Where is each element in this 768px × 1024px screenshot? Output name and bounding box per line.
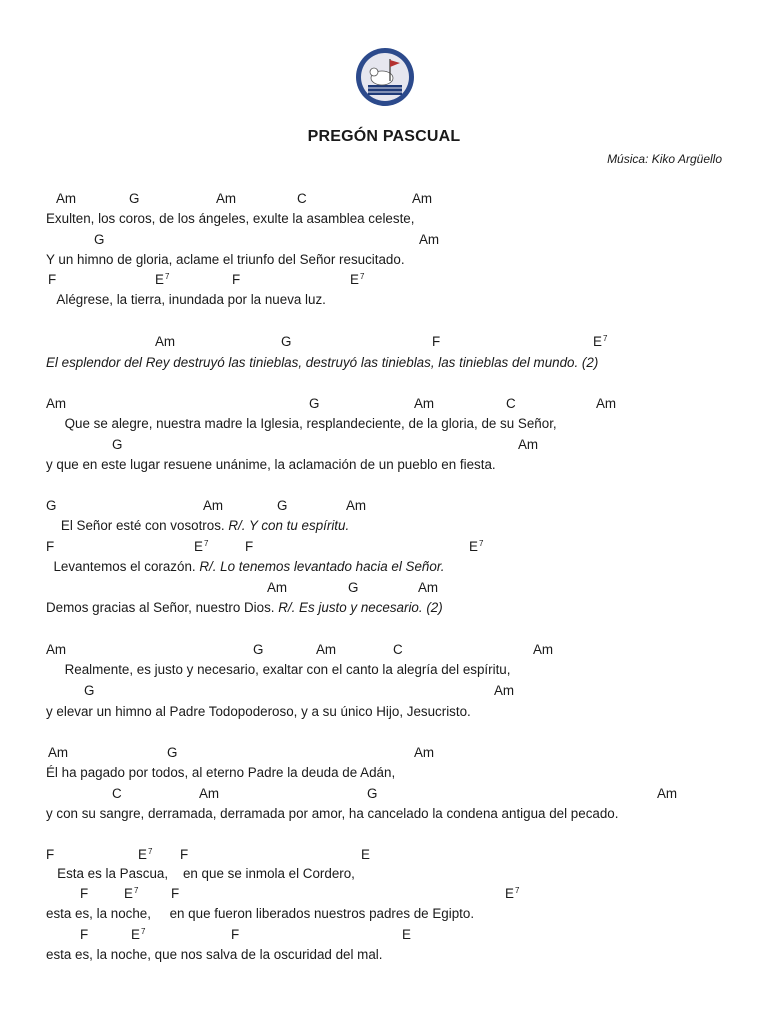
music-credit: Música: Kiko Argüello <box>607 152 722 166</box>
chord: Am <box>657 786 678 801</box>
chord: $E^7$ <box>131 927 146 942</box>
lyric-line: Que se alegre, nuestra madre la Iglesia, resplandeciente, de la gloria, de su Señor, <box>46 416 557 431</box>
chord: $E^7$ <box>155 272 170 287</box>
chord: F <box>46 847 55 862</box>
lyric-line: y con su sangre, derramada, derramada por amor, ha cancelado la condena antigua del pecado. <box>46 806 619 821</box>
chord: $E^7$ <box>593 334 608 349</box>
chord: F <box>80 927 89 942</box>
chord: G <box>46 498 57 513</box>
chord: $E^7$ <box>138 847 153 862</box>
lyric-line: Alégrese, la tierra, inundada por la nueva luz. <box>46 292 326 307</box>
chord: G <box>367 786 378 801</box>
chord: G <box>253 642 264 657</box>
chord: Am <box>199 786 220 801</box>
chord: Am <box>533 642 554 657</box>
chord: Am <box>203 498 224 513</box>
response: R/. Y con tu espíritu. <box>224 518 350 533</box>
response: R/. Es justo y necesario. (2) <box>274 600 443 615</box>
chord: F <box>180 847 189 862</box>
chord: Am <box>346 498 367 513</box>
chord: F <box>48 272 57 287</box>
chord: E <box>402 927 411 942</box>
chord: F <box>46 539 55 554</box>
chord: F <box>232 272 241 287</box>
chord: G <box>84 683 95 698</box>
chord: Am <box>216 191 237 206</box>
lyric-line: Esta es la Pascua, en que se inmola el Cordero, <box>46 866 355 881</box>
lyric-line: Y un himno de gloria, aclame el triunfo del Señor resucitado. <box>46 252 405 267</box>
chord: G <box>167 745 178 760</box>
lyric-line: El esplendor del Rey destruyó las tinieblas, destruyó las tinieblas, las tinieblas del mundo. (2) <box>46 355 599 370</box>
response: R/. Lo tenemos levantado hacia el Señor. <box>195 559 445 574</box>
chord: Am <box>412 191 433 206</box>
chord: Am <box>48 745 69 760</box>
chord: G <box>112 437 123 452</box>
chord: C <box>112 786 122 801</box>
lyric-line: Levantemos el corazón. R/. Lo tenemos levantado hacia el Señor. <box>46 559 445 574</box>
chord: F <box>80 886 89 901</box>
chord: Am <box>155 334 176 349</box>
chord: $E^7$ <box>194 539 209 554</box>
chord: C <box>506 396 516 411</box>
chord: F <box>171 886 180 901</box>
lyric-line: Realmente, es justo y necesario, exaltar con el canto la alegría del espíritu, <box>46 662 511 677</box>
chord: Am <box>46 642 67 657</box>
chord: Am <box>419 232 440 247</box>
song-title: PREGÓN PASCUAL <box>307 128 461 145</box>
chord: Am <box>596 396 617 411</box>
lyric-line: Demos gracias al Señor, nuestro Dios. R/. Es justo y necesario. (2) <box>46 600 443 615</box>
chord: Am <box>414 396 435 411</box>
lyric-line: y que en este lugar resuene unánime, la aclamación de un pueblo en fiesta. <box>46 457 496 472</box>
chord: G <box>277 498 288 513</box>
chord: F <box>432 334 441 349</box>
chord: Am <box>518 437 539 452</box>
chord: G <box>348 580 359 595</box>
chord: $E^7$ <box>505 886 520 901</box>
chord: C <box>393 642 403 657</box>
chord: Am <box>46 396 67 411</box>
chord: $E^7$ <box>350 272 365 287</box>
chord: F <box>231 927 240 942</box>
chord: Am <box>316 642 337 657</box>
chord: G <box>281 334 292 349</box>
chord: G <box>129 191 140 206</box>
lyric-line: Él ha pagado por todos, al eterno Padre la deuda de Adán, <box>46 765 396 780</box>
lyric-line: esta es, la noche, que nos salva de la oscuridad del mal. <box>46 947 383 962</box>
chord: $E^7$ <box>124 886 139 901</box>
lyric-line: y elevar un himno al Padre Todopoderoso, y a su único Hijo, Jesucristo. <box>46 704 471 719</box>
chord: G <box>309 396 320 411</box>
lyric-line: esta es, la noche, en que fueron liberados nuestros padres de Egipto. <box>46 906 475 921</box>
chord: Am <box>494 683 515 698</box>
chord: F <box>245 539 254 554</box>
lyric-line: Exulten, los coros, de los ángeles, exulte la asamblea celeste, <box>46 211 415 226</box>
chord: G <box>94 232 105 247</box>
chord: $E^7$ <box>469 539 484 554</box>
chord: Am <box>56 191 77 206</box>
chord: C <box>297 191 307 206</box>
chord: Am <box>414 745 435 760</box>
chord: E <box>361 847 370 862</box>
chord: Am <box>267 580 288 595</box>
lyric-line: El Señor esté con vosotros. R/. Y con tu espíritu. <box>46 518 350 533</box>
lamb-of-god-seal-icon <box>354 45 416 109</box>
chord: Am <box>418 580 439 595</box>
